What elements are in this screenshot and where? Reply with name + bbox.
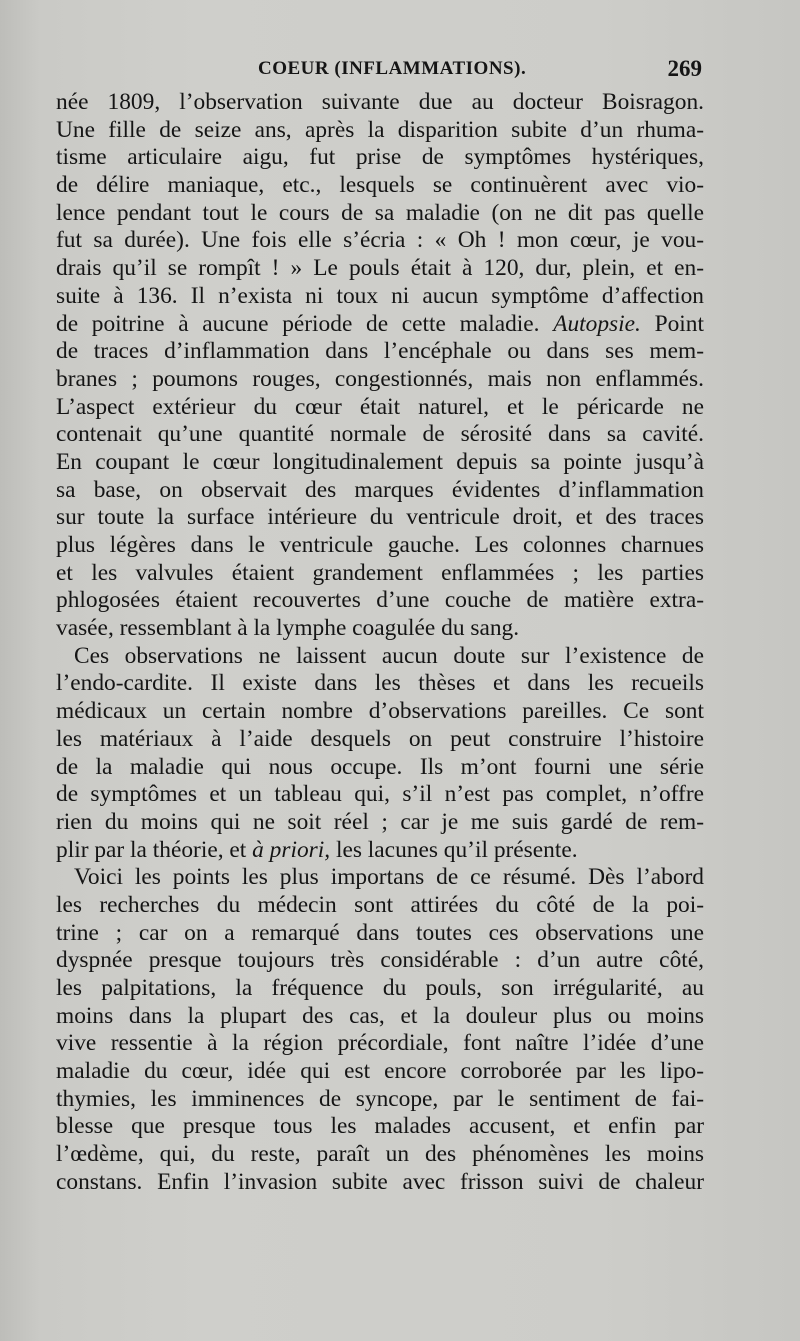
text-line: les recherches du médecin sont attirées du côté de la poi- (56, 891, 704, 918)
text-line: sa base, on observait des marques évidentes d’inflammation (56, 476, 704, 503)
page-number: 269 (667, 56, 702, 81)
text-line: vive ressentie à la région précordiale, font naître l’idée d’une (56, 1030, 704, 1057)
text-line: maladie du cœur, idée qui est encore corroborée par les lipo- (56, 1058, 704, 1085)
text-line: branes ; poumons rouges, congestionnés, mais non enflammés. (56, 365, 704, 392)
text-line: phlogosées étaient recouvertes d’une couche de matière extra- (56, 587, 704, 614)
running-title: COEUR (INFLAMMATIONS). (258, 58, 527, 79)
text-line: de traces d’inflammation dans l’encéphale ou dans ses mem- (56, 338, 704, 365)
text-line: rien du moins qui ne soit réel ; car je me suis gardé de rem- (56, 808, 704, 835)
running-head (0, 58, 800, 88)
text-line: constans. Enfin l’invasion subite avec frisson suivi de chaleur (56, 1168, 704, 1195)
text-line: dyspnée presque toujours très considérable : d’un autre côté, (56, 947, 704, 974)
text-line: contenait qu’une quantité normale de sérosité dans sa cavité. (56, 421, 704, 448)
text-line: lence pendant tout le cours de sa maladie (on ne dit pas quelle (56, 199, 704, 226)
text-line: médicaux un certain nombre d’observations pareilles. Ce sont (56, 698, 704, 725)
text-line: de symptômes et un tableau qui, s’il n’est pas complet, n’offre (56, 781, 704, 808)
text-line: thymies, les imminences de syncope, par le sentiment de fai- (56, 1085, 704, 1112)
text-line: L’aspect extérieur du cœur était naturel, et le péricarde ne (56, 393, 704, 420)
text-line: les palpitations, la fréquence du pouls, son irrégularité, au (56, 975, 704, 1001)
text-line: suite à 136. Il n’exista ni toux ni aucun symptôme d’affection (56, 282, 704, 309)
text-line: En coupant le cœur longitudinalement depuis sa pointe jusqu’à (56, 448, 704, 475)
text-line: plir par la théorie, et à priori, les lacunes qu’il présente. (56, 836, 578, 863)
text-line: l’endo-cardite. Il existe dans les thèses et dans les recueils (56, 670, 704, 697)
text-line: de la maladie qui nous occupe. Ils m’ont fourni une série (56, 753, 704, 780)
text-line: Une fille de seize ans, après la disparition subite d’un rhuma- (56, 116, 704, 143)
text-line: plus légères dans le ventricule gauche. Les colonnes charnues (56, 532, 704, 558)
text-line: née 1809, l’observation suivante due au docteur Boisragon. (56, 89, 704, 115)
text-line: tisme articulaire aigu, fut prise de symptômes hystériques, (56, 144, 704, 171)
italic-term: Autopsie. (553, 310, 641, 337)
text-line: Ces observations ne laissent aucun doute sur l’existence de (74, 642, 704, 669)
body-text (56, 89, 704, 1197)
text-line: et les valvules étaient grandement enflammées ; les parties (56, 559, 704, 586)
text-line: de poitrine à aucune période de cette maladie. Autopsie. Point (56, 310, 704, 337)
text-line: blesse que presque tous les malades accusent, et enfin par (56, 1113, 704, 1140)
text-line: les matériaux à l’aide desquels on peut construire l’histoire (56, 725, 704, 752)
text-line: l’œdème, qui, du reste, paraît un des phénomènes les moins (56, 1141, 704, 1168)
text-line: fut sa durée). Une fois elle s’écria : « Oh ! mon cœur, je vou- (56, 227, 704, 254)
italic-term: à priori, (252, 836, 331, 863)
text-line: drais qu’il se rompît ! » Le pouls était à 120, dur, plein, et en- (56, 255, 704, 282)
text-line: vasée, ressemblant à la lymphe coagulée du sang. (56, 615, 520, 642)
text-line: moins dans la plupart des cas, et la douleur plus ou moins (56, 1002, 704, 1029)
text-line: de délire maniaque, etc., lesquels se continuèrent avec vio- (56, 172, 704, 199)
text-line: Voici les points les plus importans de ce résumé. Dès l’abord (74, 864, 704, 891)
text-line: trine ; car on a remarqué dans toutes ces observations une (56, 919, 704, 946)
text-line: sur toute la surface intérieure du ventricule droit, et des traces (56, 504, 704, 531)
